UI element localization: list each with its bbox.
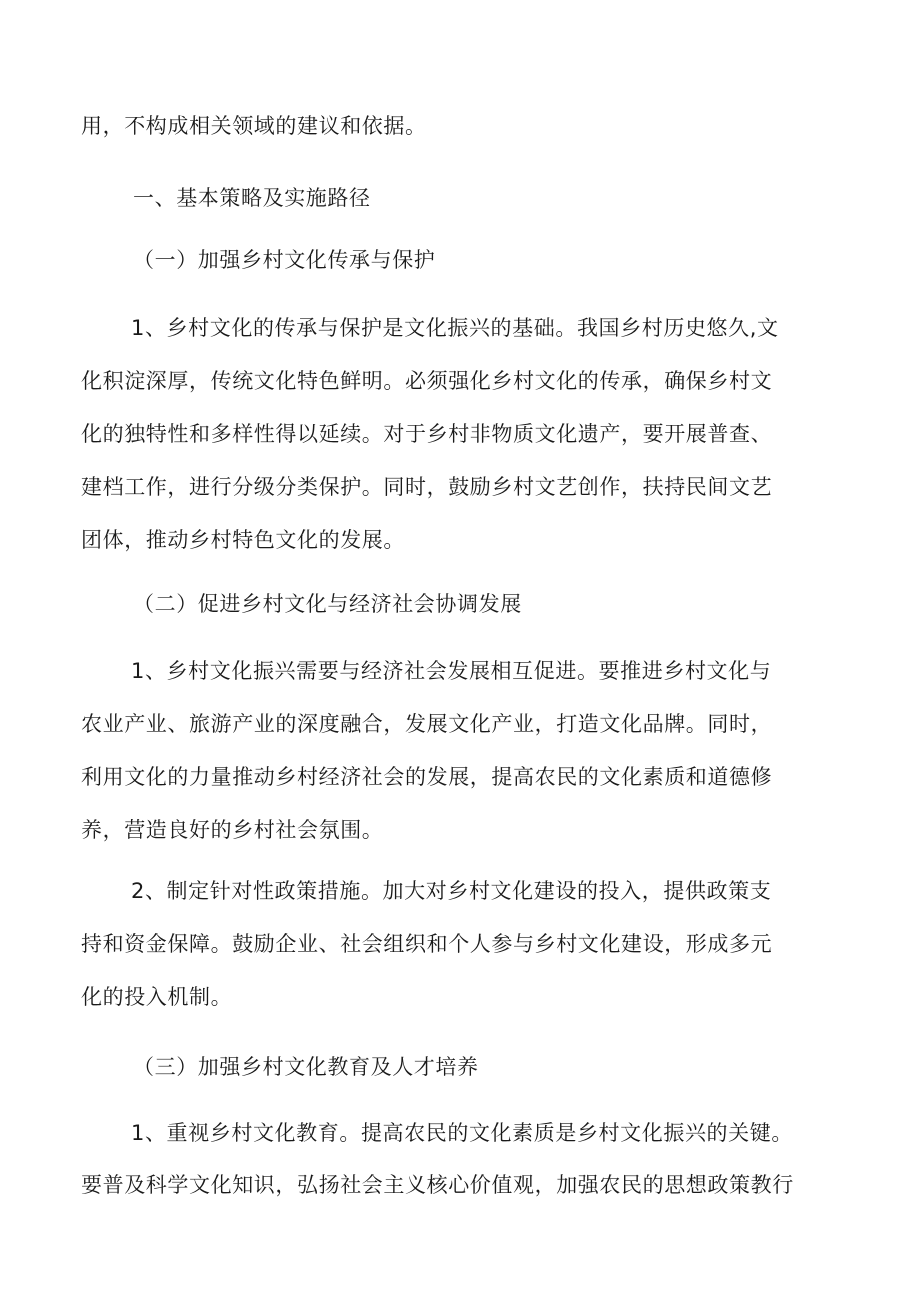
paragraph-line: 2、制定针对性政策措施。加大对乡村文化建设的投入，提供政策支 [131,879,772,903]
paragraph-line: 建档工作，进行分级分类保护。同时，鼓励乡村文艺创作，扶持民间文艺 [81,475,773,499]
paragraph-line: 农业产业、旅游产业的深度融合，发展文化产业，打造文化品牌。同时， [81,712,773,736]
section-title: 一、基本策略及实施路径 [133,186,371,210]
paragraph-line: 持和资金保障。鼓励企业、社会组织和个人参与乡村文化建设，形成多元 [81,932,773,956]
paragraph-line: 1、重视乡村文化教育。提高农民的文化素质是乡村文化振兴的关键。 [131,1121,793,1145]
paragraph-line: 养，营造良好的乡村社会氛围。 [81,818,384,842]
paragraph-line: 1、乡村文化的传承与保护是文化振兴的基础。我国乡村历史悠久,文 [131,316,779,340]
subsection-title-1: （一）加强乡村文化传承与保护 [133,248,436,272]
intro-fragment: 用，不构成相关领域的建议和依据。 [81,114,427,138]
subsection-title-2: （二）促进乡村文化与经济社会协调发展 [133,592,522,616]
paragraph-line: 团体，推动乡村特色文化的发展。 [81,528,405,552]
paragraph-line: 化积淀深厚，传统文化特色鲜明。必须强化乡村文化的传承，确保乡村文 [81,369,773,393]
paragraph-line: 利用文化的力量推动乡村经济社会的发展，提高农民的文化素质和道德修 [81,765,773,789]
paragraph-line: 化的投入机制。 [81,985,233,1009]
paragraph-line: 要普及科学文化知识，弘扬社会主义核心价值观，加强农民的思想政策教行 [81,1173,794,1197]
paragraph-line: 化的独特性和多样性得以延续。对于乡村非物质文化遗产，要开展普查、 [81,422,773,446]
subsection-title-3: （三）加强乡村文化教育及人才培养 [133,1055,479,1079]
paragraph-line: 1、乡村文化振兴需要与经济社会发展相互促进。要推进乡村文化与 [131,659,772,683]
